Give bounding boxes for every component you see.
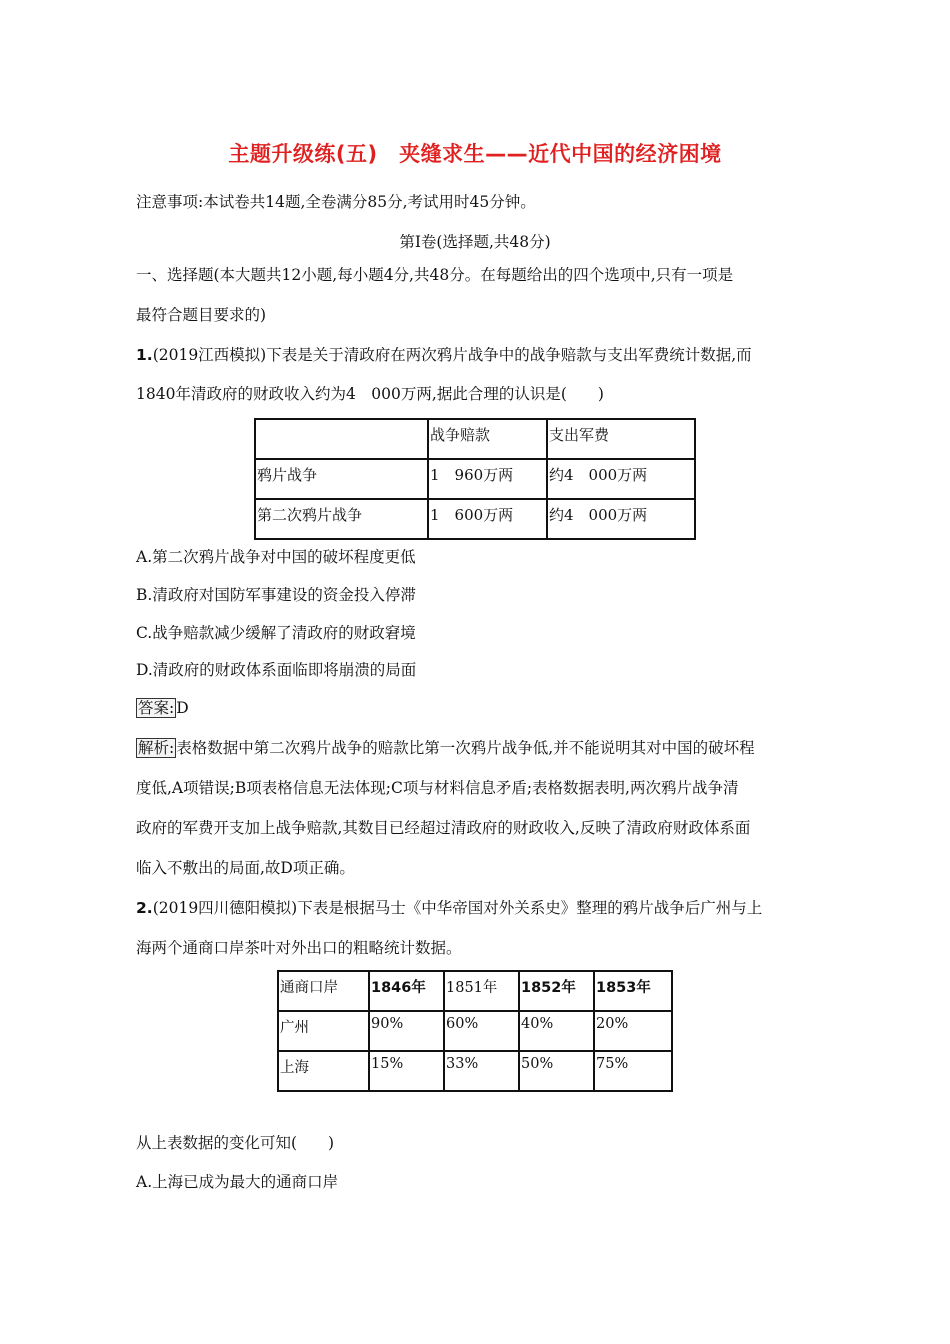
table-cell: 鸦片战争 xyxy=(255,459,428,499)
table-row xyxy=(278,1011,672,1051)
q2-stem-line1 xyxy=(136,896,762,918)
table-header-row xyxy=(255,419,695,459)
table-cell: 50% xyxy=(519,1051,594,1091)
q1-option-b: B.清政府对国防军事建设的资金投入停滞 xyxy=(136,586,416,604)
table-cell: 15% xyxy=(369,1051,444,1091)
q2-stem-line2: 海两个通商口岸茶叶对外出口的粗略统计数据。 xyxy=(136,939,462,957)
table-cell: 第二次鸦片战争 xyxy=(255,499,428,539)
q2-stem-text: (2019四川德阳模拟)下表是根据马士《中华帝国对外关系史》整理的鸦片战争后广州与上 xyxy=(152,899,763,917)
q2-table xyxy=(277,970,673,1092)
q1-option-c: C.战争赔款减少缓解了清政府的财政窘境 xyxy=(136,624,416,642)
q1-answer xyxy=(136,696,189,718)
q2-option-a: A.上海已成为最大的通商口岸 xyxy=(136,1173,339,1191)
table-cell: 60% xyxy=(444,1011,519,1051)
table-cell: 广州 xyxy=(278,1011,369,1051)
q1-analysis-line4: 临入不敷出的局面,故D项正确。 xyxy=(136,859,355,877)
table-header-cell: 通商口岸 xyxy=(278,971,369,1011)
q1-stem-line1 xyxy=(136,343,752,365)
table-cell: 33% xyxy=(444,1051,519,1091)
table-header-cell: 1846年 xyxy=(369,971,444,1011)
analysis-label: 解析: xyxy=(138,739,175,757)
part-intro-line2: 最符合题目要求的) xyxy=(136,306,267,324)
table-cell: 40% xyxy=(519,1011,594,1051)
q1-stem-line2: 1840年清政府的财政收入约为4 000万两,据此合理的认识是( ) xyxy=(136,385,604,403)
q1-number: 1. xyxy=(136,346,153,364)
table-cell: 20% xyxy=(594,1011,672,1051)
q1-option-a: A.第二次鸦片战争对中国的破坏程度更低 xyxy=(136,548,416,566)
page-title: 主题升级练(五) 夹缝求生——近代中国的经济困境 xyxy=(228,142,722,166)
answer-value: D xyxy=(176,699,189,717)
table-header-cell xyxy=(255,419,428,459)
q1-table xyxy=(254,418,696,540)
table-row xyxy=(255,459,695,499)
table-row xyxy=(278,1051,672,1091)
section-heading: 第Ⅰ卷(选择题,共48分) xyxy=(399,233,551,251)
table-header-cell: 1851年 xyxy=(444,971,519,1011)
q1-analysis-line1 xyxy=(136,736,755,758)
table-cell: 1 960万两 xyxy=(428,459,547,499)
part-intro-line1: 一、选择题(本大题共12小题,每小题4分,共48分。在每题给出的四个选项中,只有一项是 xyxy=(136,266,734,284)
q2-follow-up: 从上表数据的变化可知( ) xyxy=(136,1134,335,1152)
table-row xyxy=(255,499,695,539)
table-header-cell: 支出军费 xyxy=(547,419,695,459)
q1-analysis-line3: 政府的军费开支加上战争赔款,其数目已经超过清政府的财政收入,反映了清政府财政体系面 xyxy=(136,819,751,837)
answer-label: 答案: xyxy=(138,699,175,717)
table-header-cell: 1852年 xyxy=(519,971,594,1011)
table-cell: 90% xyxy=(369,1011,444,1051)
table-cell: 1 600万两 xyxy=(428,499,547,539)
analysis-text: 表格数据中第二次鸦片战争的赔款比第一次鸦片战争低,并不能说明其对中国的破坏程 xyxy=(176,739,755,757)
exam-notice: 注意事项:本试卷共14题,全卷满分85分,考试用时45分钟。 xyxy=(136,193,536,211)
table-header-cell: 1853年 xyxy=(594,971,672,1011)
q2-number: 2. xyxy=(136,899,153,917)
q1-option-d: D.清政府的财政体系面临即将崩溃的局面 xyxy=(136,661,417,679)
table-cell: 约4 000万两 xyxy=(547,459,695,499)
q1-stem-text: (2019江西模拟)下表是关于清政府在两次鸦片战争中的战争赔款与支出军费统计数据,而 xyxy=(152,346,752,364)
table-header-row xyxy=(278,971,672,1011)
table-cell: 75% xyxy=(594,1051,672,1091)
q1-analysis-line2: 度低,A项错误;B项表格信息无法体现;C项与材料信息矛盾;表格数据表明,两次鸦片战争清 xyxy=(136,779,739,797)
table-header-cell: 战争赔款 xyxy=(428,419,547,459)
table-cell: 上海 xyxy=(278,1051,369,1091)
table-cell: 约4 000万两 xyxy=(547,499,695,539)
